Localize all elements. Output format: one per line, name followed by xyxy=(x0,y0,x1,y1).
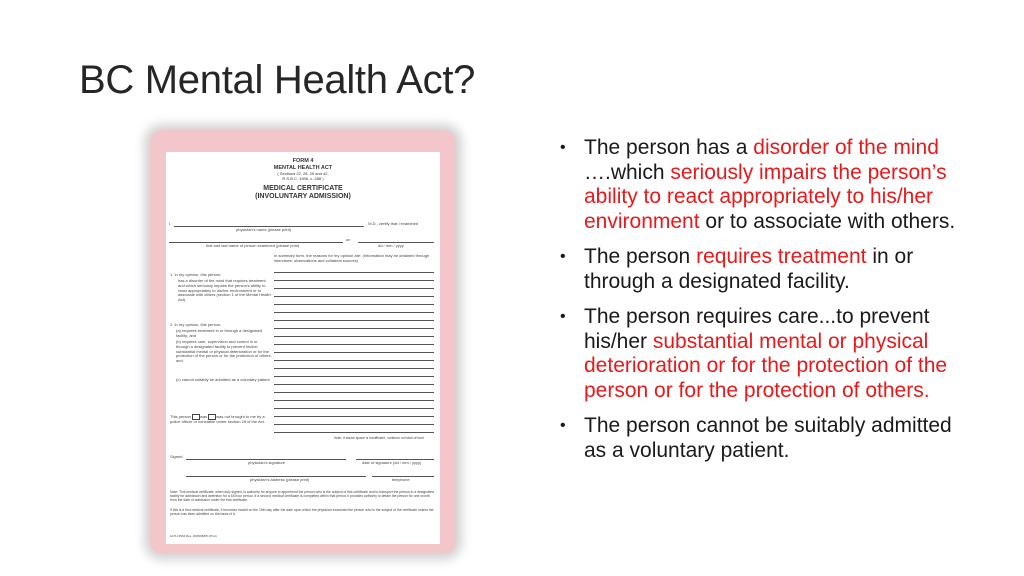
form-line xyxy=(274,296,434,297)
bullet-segment: or to associate with others. xyxy=(699,209,956,233)
form-line xyxy=(274,408,434,409)
form-opinion-1: 1. In my opinion, this person: xyxy=(170,272,222,277)
form-sections: ( Sections 22, 28, 29 and 42, xyxy=(277,171,329,176)
form-line xyxy=(274,344,434,345)
bullet-text xyxy=(584,305,947,402)
form-cert-title: MEDICAL CERTIFICATE xyxy=(263,185,343,192)
form-line xyxy=(274,272,434,273)
form-opinion-2a: (a) requires treatment in or through a designated facility; and xyxy=(176,328,263,338)
form-on-label: on xyxy=(346,237,351,242)
form-note-main: Note: This medical certificate, when duly signed, is authority for anyone to apprehend the person who is the subject of this certificate and to transport the person to a designated facility for admission and detention for a 48 hour period. If a second medical certificate is completed within that period, it provides authority to detain the person for one month from the date of admission under the first certificate. xyxy=(170,490,434,503)
form-line xyxy=(274,352,434,353)
criteria-bullet-list xyxy=(560,136,960,474)
form-note-space: Note: if above space is insufficient, continue on back of form xyxy=(334,436,425,440)
form-line xyxy=(274,288,434,289)
form-md-certify: , M.D., certify that I examined xyxy=(366,221,419,226)
bullet-segment: The person has a xyxy=(584,136,754,159)
slide-title: BC Mental Health Act? xyxy=(79,58,476,102)
form-act: MENTAL HEALTH ACT xyxy=(273,164,333,171)
bullet-item xyxy=(560,414,960,463)
bullet-item xyxy=(560,305,960,403)
bullet-highlight: disorder of the mind xyxy=(753,136,939,159)
bullet-dot-icon: • xyxy=(560,248,566,265)
bullet-highlight: substantial mental or physical deterioration or for the protection of the person or for the protection of others. xyxy=(584,329,948,402)
bullet-text xyxy=(584,414,952,462)
form-police-row xyxy=(170,414,276,425)
form-image-frame xyxy=(150,130,456,554)
form-line xyxy=(274,336,434,337)
form-summary: In summary form, the reasons for my opinion are: (Information may be obtained through interviews, observations and collateral sources) xyxy=(274,253,430,263)
form-physician-sig-caption: physician's signature xyxy=(248,460,286,465)
form-this-person: This person xyxy=(170,414,191,420)
form-physician-addr-caption: physician's address (please print) xyxy=(250,477,310,482)
form-was-not: was not xyxy=(216,414,231,420)
form-i-label: I, xyxy=(169,221,172,226)
form-line xyxy=(274,320,434,321)
form-line xyxy=(274,280,434,281)
form-line xyxy=(274,392,434,393)
bullet-segment: ….which xyxy=(584,160,671,184)
bullet-text xyxy=(584,245,913,293)
form-opinion-2: 2. In my opinion, this person: xyxy=(170,322,222,327)
form-line xyxy=(274,304,434,305)
bullet-item xyxy=(560,136,960,234)
bullet-item xyxy=(560,245,960,294)
bullet-segment: The person xyxy=(584,245,697,268)
bullet-dot-icon: • xyxy=(560,417,566,434)
bullet-text xyxy=(584,136,955,233)
bullet-segment: The person requires care...to prevent his/her xyxy=(584,305,930,353)
medical-certificate-form xyxy=(166,152,440,544)
bullet-dot-icon: • xyxy=(560,139,566,156)
form-line xyxy=(274,424,434,425)
form-opinion-2b: (b) requires care, supervision and control in or through a designated facility to prevent his/her substantial mental or physical deterioration or for the protection of the person or for the protection of others; and xyxy=(176,339,272,364)
form-brought: brought to me by a police officer or constable under section 28 of the Act. xyxy=(170,414,265,424)
form-date-format: dd / mm / yyyy xyxy=(378,243,404,248)
form-telephone-caption: telephone xyxy=(392,477,410,482)
form-line xyxy=(274,432,434,433)
form-signed-label: Signed xyxy=(170,454,183,459)
bullet-highlight: seriously impairs the person’s ability to react appropriately to his/her environment xyxy=(584,160,947,233)
form-note-first: If this is a first medical certificate, it becomes invalid on the 15th day after the date upon which the physician examined the person who is the subject of the certificate unless the person has been admitted on the basis of it. xyxy=(170,508,434,517)
form-line xyxy=(274,328,434,329)
form-line xyxy=(274,416,434,417)
form-rsbc: R.S.B.C. 1996, c. 288 ) xyxy=(282,176,324,181)
form-line xyxy=(274,400,434,401)
form-line xyxy=(274,312,434,313)
form-opinion-1-text: has a disorder of the mind that requires treatment and which seriously impairs the person's ability to react appropriately to his/her environment or to associate with others (section 1 of the Mental Health Act). xyxy=(178,278,271,303)
form-code: HLTH 3504 Rev. 2005/08/05 (Print) xyxy=(170,534,217,538)
form-line xyxy=(274,368,434,369)
form-opinion-2c: (c) cannot suitably be admitted as a voluntary patient. xyxy=(176,377,271,382)
bullet-dot-icon: • xyxy=(560,308,566,325)
form-line xyxy=(274,360,434,361)
bullet-segment: in or through a designated facility. xyxy=(584,245,914,293)
form-line xyxy=(274,384,434,385)
form-cert-subtitle: (INVOLUNTARY ADMISSION) xyxy=(255,193,351,200)
form-date-sig-caption: date of signature (dd / mm / yyyy) xyxy=(362,460,422,465)
bullet-highlight: requires treatment xyxy=(696,245,867,268)
form-physician-name-caption: physician's name (please print) xyxy=(236,227,292,232)
form-patient-name-caption: first and last name of person examined (please print) xyxy=(206,243,300,248)
form-was: was xyxy=(200,414,208,420)
bullet-segment: The person cannot be suitably admitted as a voluntary patient. xyxy=(584,414,952,462)
form-line xyxy=(274,376,434,377)
form-number: FORM 4 xyxy=(292,158,314,164)
